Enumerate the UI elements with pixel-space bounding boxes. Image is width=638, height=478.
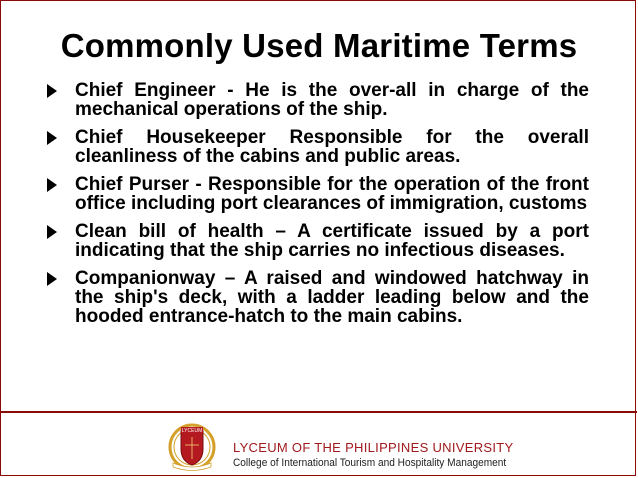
bullet-item <box>47 269 589 326</box>
college-name: College of International Tourism and Hospitality Management <box>233 457 507 469</box>
bullet-text: Chief Housekeeper Responsible for the overall cleanliness of the cabins and public areas. <box>75 127 589 167</box>
bullet-arrow-icon <box>47 272 57 286</box>
bullet-text: Chief Engineer - He is the over-all in charge of the mechanical operations of the ship. <box>75 80 589 120</box>
university-name: LYCEUM OF THE PHILIPPINES UNIVERSITY <box>233 440 514 455</box>
bullet-text: Chief Purser - Responsible for the operation of the front office including port clearances of immigration, customs <box>75 174 589 214</box>
footer-divider <box>1 411 637 413</box>
bullet-item <box>47 128 589 166</box>
bullet-text: Companionway – A raised and windowed hatchway in the ship's deck, with a ladder leading below and the hooded entrance-hatch to the main cabins. <box>75 268 589 327</box>
bullet-arrow-icon <box>47 84 57 98</box>
university-seal-icon <box>167 419 217 471</box>
bullet-item <box>47 81 589 119</box>
bullet-item <box>47 222 589 260</box>
bullet-text: Clean bill of health – A certificate issued by a port indicating that the ship carries no infectious diseases. <box>75 221 589 261</box>
slide-title: Commonly Used Maritime Terms <box>60 27 578 64</box>
bullet-arrow-icon <box>47 225 57 239</box>
bullet-arrow-icon <box>47 178 57 192</box>
svg-text:LYCEUM: LYCEUM <box>181 428 203 434</box>
bullet-item <box>47 175 589 213</box>
bullet-list <box>47 81 589 335</box>
bullet-arrow-icon <box>47 131 57 145</box>
